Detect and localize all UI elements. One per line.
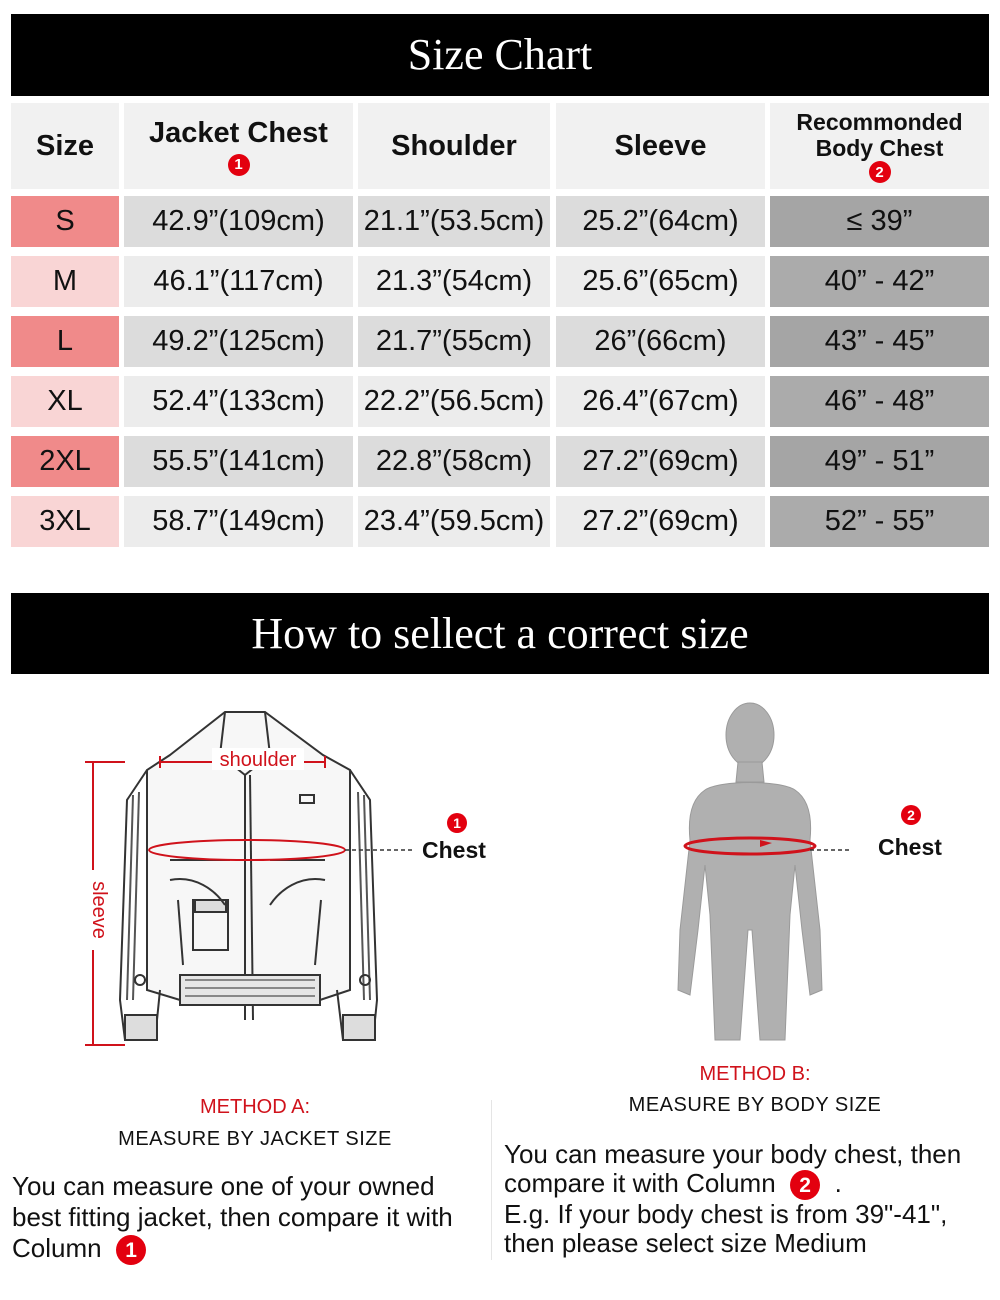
table-cell-chest: 42.9”(109cm): [124, 196, 353, 247]
header-sleeve: [556, 103, 765, 189]
method-a-line1: You can measure one of your owned: [12, 1171, 435, 1201]
header-shoulder: [358, 103, 550, 189]
jacket-chest-marker-icon: 1: [447, 813, 467, 833]
header-jacket-chest-label: Jacket Chest: [149, 116, 328, 149]
table-cell-body: ≤ 39”: [770, 196, 989, 247]
method-a-line2: best fitting jacket, then compare it with: [12, 1202, 453, 1232]
guide-title: How to sellect a correct size: [11, 593, 989, 674]
header-recommended-body-chest: [770, 103, 989, 189]
table-cell-sleeve: 27.2”(69cm): [556, 496, 765, 547]
method-b-description: [504, 1140, 994, 1258]
method-a-marker-icon: 1: [116, 1235, 146, 1265]
method-a-title: METHOD A:: [199, 1096, 310, 1118]
size-chart-title: Size Chart: [11, 14, 989, 96]
body-silhouette: [650, 700, 850, 1050]
header-recommended-line1: Recommonded: [796, 109, 963, 135]
method-b-line3: E.g. If your body chest is from 39"-41",: [504, 1199, 948, 1230]
table-cell-sleeve: 25.2”(64cm): [556, 196, 765, 247]
method-a-line3: Column: [12, 1233, 102, 1263]
method-b-subtitle: MEASURE BY BODY SIZE: [628, 1094, 882, 1116]
table-cell-shoulder: 21.7”(55cm): [358, 316, 550, 367]
body-chest-marker-icon: 2: [901, 805, 921, 825]
method-b-line2-end: .: [834, 1168, 842, 1198]
table-cell-shoulder: 21.1”(53.5cm): [358, 196, 550, 247]
table-cell-body: 52” - 55”: [770, 496, 989, 547]
table-cell-body: 46” - 48”: [770, 376, 989, 427]
table-cell-body: 40” - 42”: [770, 256, 989, 307]
table-cell-size: XL: [11, 376, 119, 427]
sleeve-label: sleeve: [88, 881, 110, 939]
table-cell-shoulder: 22.2”(56.5cm): [358, 376, 550, 427]
table-cell-body: 49” - 51”: [770, 436, 989, 487]
table-cell-sleeve: 27.2”(69cm): [556, 436, 765, 487]
table-cell-shoulder: 21.3”(54cm): [358, 256, 550, 307]
jacket-diagram: [75, 700, 435, 1060]
marker-1-icon: 1: [228, 154, 250, 176]
table-cell-size: M: [11, 256, 119, 307]
header-size: [11, 103, 119, 189]
table-cell-size: S: [11, 196, 119, 247]
header-shoulder-label: Shoulder: [391, 129, 517, 162]
method-a-subtitle: MEASURE BY JACKET SIZE: [118, 1128, 392, 1150]
method-b-title: METHOD B:: [699, 1063, 811, 1085]
method-a-description: [12, 1171, 487, 1265]
table-cell-chest: 46.1”(117cm): [124, 256, 353, 307]
column-divider: [491, 1100, 492, 1260]
table-cell-sleeve: 26”(66cm): [556, 316, 765, 367]
header-recommended-line2: Body Chest: [815, 135, 944, 161]
method-b-marker-icon: 2: [790, 1170, 820, 1200]
marker-2-icon: 2: [869, 161, 891, 183]
table-cell-chest: 49.2”(125cm): [124, 316, 353, 367]
table-cell-size: 3XL: [11, 496, 119, 547]
header-sleeve-label: Sleeve: [614, 129, 707, 162]
table-cell-chest: 58.7”(149cm): [124, 496, 353, 547]
shoulder-label: shoulder: [219, 749, 297, 771]
header-size-label: Size: [35, 129, 95, 162]
method-b-line1: You can measure your body chest, then: [504, 1139, 962, 1169]
table-cell-body: 43” - 45”: [770, 316, 989, 367]
jacket-chest-label: Chest: [422, 837, 486, 863]
table-cell-chest: 55.5”(141cm): [124, 436, 353, 487]
header-jacket-chest: [124, 103, 353, 189]
table-cell-sleeve: 25.6”(65cm): [556, 256, 765, 307]
table-cell-shoulder: 23.4”(59.5cm): [358, 496, 550, 547]
table-cell-size: 2XL: [11, 436, 119, 487]
table-cell-size: L: [11, 316, 119, 367]
method-b-line2: compare it with Column: [504, 1168, 776, 1198]
table-cell-chest: 52.4”(133cm): [124, 376, 353, 427]
method-b-line4: then please select size Medium: [504, 1228, 867, 1259]
table-cell-sleeve: 26.4”(67cm): [556, 376, 765, 427]
body-chest-label: Chest: [878, 834, 942, 860]
table-cell-shoulder: 22.8”(58cm): [358, 436, 550, 487]
